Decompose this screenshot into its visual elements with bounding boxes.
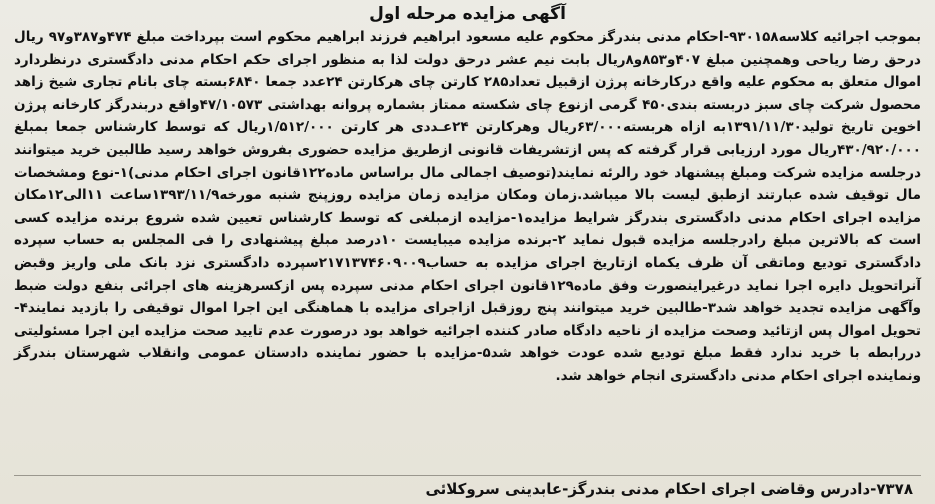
- notice-body: بموجب اجرائیه کلاسه۹۳۰۱۵۸-احکام مدنی بندرگز محکوم علیه مسعود ابراهیم فرزند ابراهیم محکوم است بپرداخت مبلغ ۴۷۴و۳۸۷و۹۷ ریال درحق رضا ریاحی وهمچنین مبلغ ۴۰۷و۸۵۳و۸ریال بابت نیم عشر درحق دولت لذا به منظور اجرای حکم احکام مدنی دادگستری درنظردارد اموال متعلق به محکوم علیه واقع درکارخانه پرژن ازقبیل تعداد۲۸۵ کارتن چای هرکارتن ۲۴عدد جمعا ۶۸۴۰بسته چای بانام تجاری شیخ زاهد محصول شرکت چای سبز دربسته بندی۴۵۰ گرمی ازنوع چای شکسته ممتاز بشماره پروانه بهداشتی ۴۷/۱۰۵۷۳واقع دربندرگز کارخانه پرژن اخوین تاریخ تولید۱۳۹۱/۱۱/۳۰به ازاه هربسته۶۳/۰۰۰ریال وهرکارتن ۲۴عـددی هر کارتن ۱/۵۱۲/۰۰۰ریال که توسط کارشناس جمعا بمبلغ ۴۳۰/۹۲۰/۰۰۰ریال مورد ارزیابی قرار گرفته که پس ازتشریفات قانونی ازطریق مزایده حضوری بفروش خواهد رسید طالبین خرید میتوانند درجلسه مزایده شرکت ومبلغ پیشنهاد خود رالرئه نمایند(توصیف اجمالی مال براساس ماده۱۲۲قانون اجرای احکام مدنی)۱-نوع ومشخصات مال توقیف شده عبارتند ازطبق لیست بالا میباشد.زمان ومکان مزایده زمان مزایده روزپنج شنبه مورخه۱۳۹۳/۱۱/۹ساعت ۱۱الی۱۲مکان مزایده اجرای احکام مدنی دادگستری بندرگز شرایط مزایده۱-مزایده ازمبلغی که توسط کارشناس تعیین شده شروع برنده مزایده کسی است که بالاترین مبلغ رادرجلسه مزایده قبول نماید ۲-برنده مزایده میبایست ۱۰درصد مبلغ پیشنهادی را فی المجلس به حساب سپرده دادگستری تودیع وماتقی آن ظرف یکماه ازتاریخ اجرای مزایده به حساب۲۱۷۱۳۷۴۶۰۹۰۰۹سپرده دادگستری نزد بانک ملی واریز وقبض آنراتحویل دایره اجرا نماید درغیراینصورت وفق ماده۱۲۹قانون اجرای احکام مدنی سپرده پس ازکسرهزینه های اجرائی بنفع دولت ضبط وآگهی مزایده تجدید خواهد شد۳-طالبین خرید میتوانند پنج روزقبل ازاجرای مزایده با هماهنگی این اجرا اموال توقیفی را بازدید نمایند۴-تحویل اموال پس ازتائید وصحت مزایده از ناحیه دادگاه صادر کننده اجرائیه خواهد بود درصورت عدم تایید صحت مزایده این اجرا مسئولیتی دررابطه با خرید ندارد فقط مبلغ تودیع شده عودت خواهد شد۵-مزایده با حضور نماینده دادستان عمومی وانقلاب شهرستان بندرگز ونماینده اجرای احکام مدنی دادگستری انجام خواهد شد.: [14, 29, 922, 384]
- notice-footer: ۷۳۷۸-دادرس وقاضی اجرای احکام مدنی بندرگز-عابدینی سروکلائی: [425, 480, 913, 498]
- footer-divider: [14, 475, 921, 476]
- notice-title: آگهی مزایده مرحله اول: [369, 4, 566, 24]
